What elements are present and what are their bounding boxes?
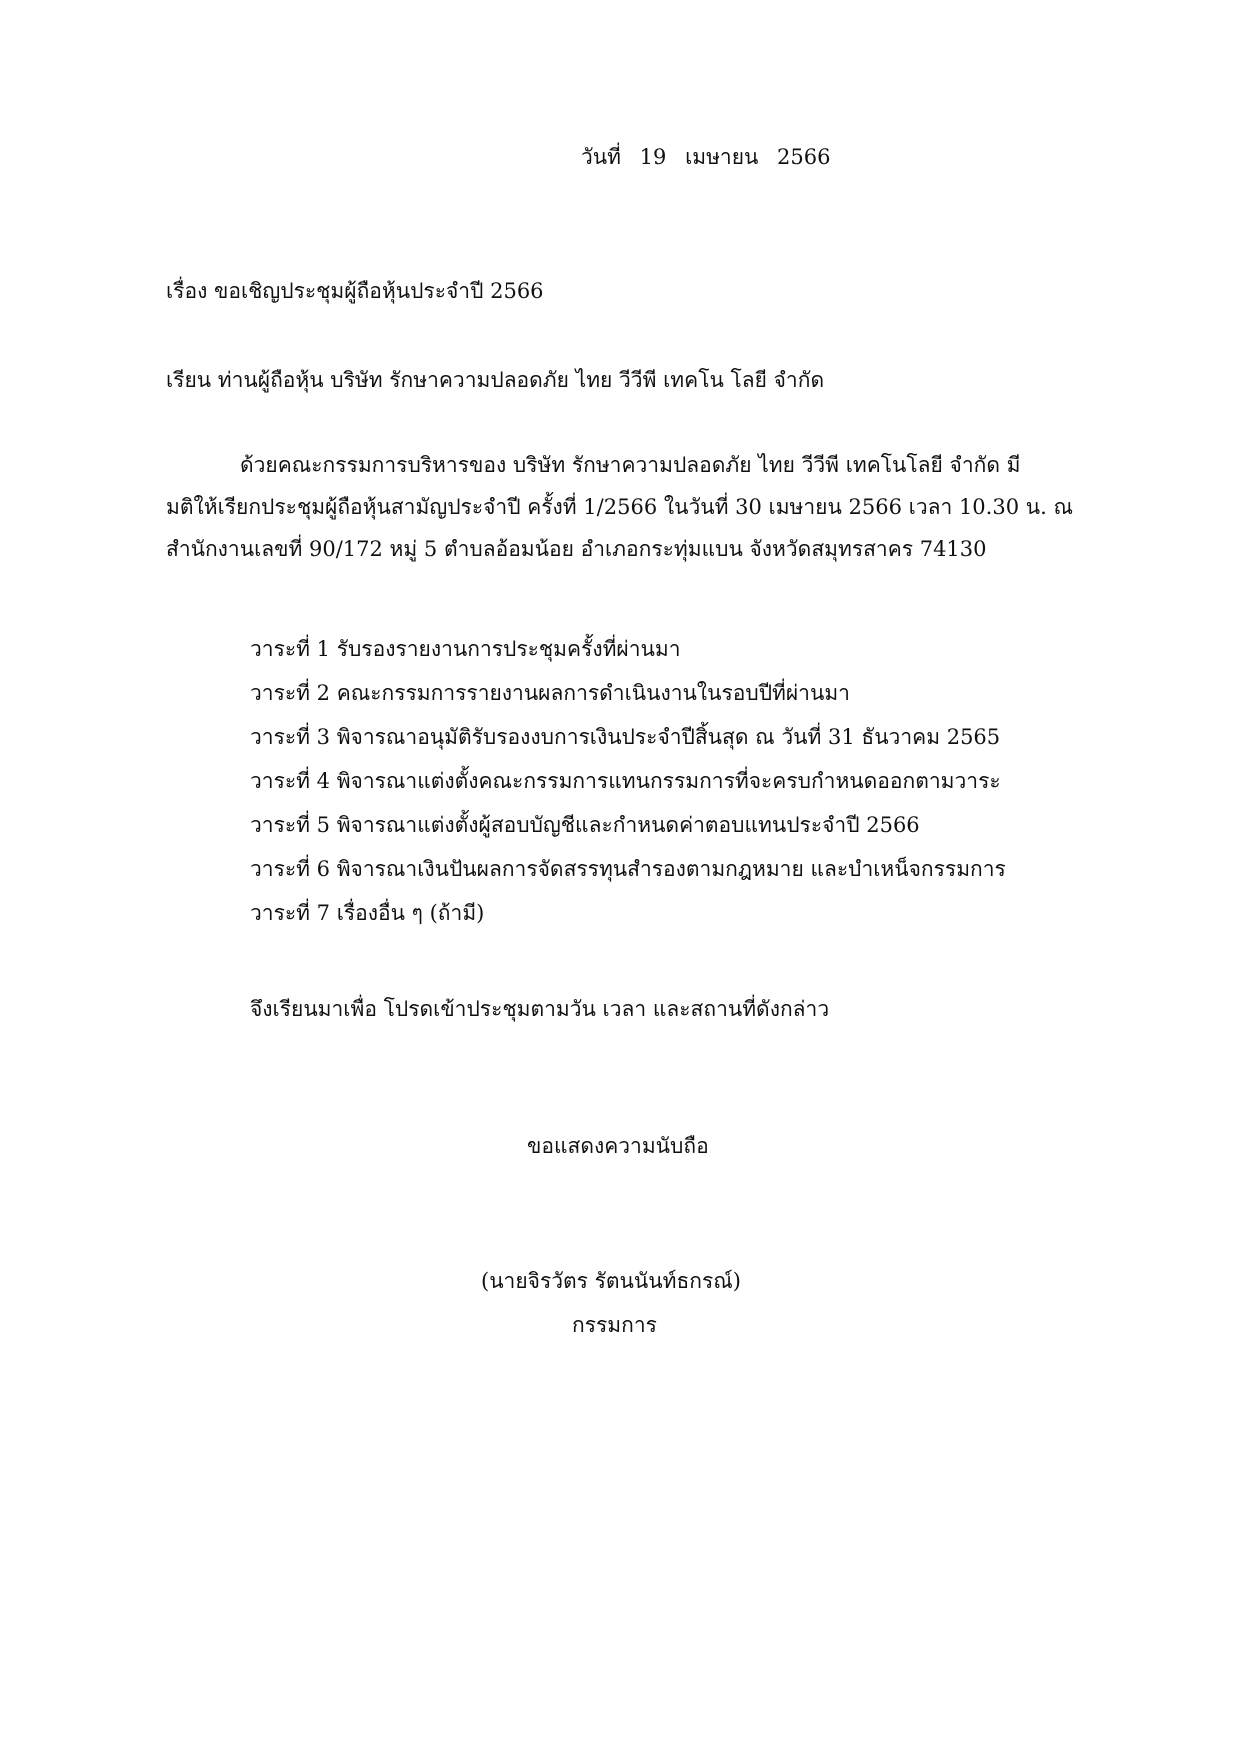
agenda-item: วาระที่ 5 พิจารณาแต่งตั้งผู้สอบบัญชีและกำหนดค่าตอบแทนประจำปี 2566	[250, 813, 920, 837]
letter-date: วันที่ 19 เมษายน 2566	[581, 145, 831, 169]
agenda-item: วาระที่ 2 คณะกรรมการรายงานผลการดำเนินงานในรอบปีที่ผ่านมา	[250, 681, 850, 705]
signer-name: (นายจิรวัตร รัตนนันท์ธกรณ์)	[481, 1269, 741, 1293]
agenda-item: วาระที่ 1 รับรองรายงานการประชุมครั้งที่ผ่านมา	[250, 637, 681, 661]
body-line: สำนักงานเลขที่ 90/172 หมู่ 5 ตำบลอ้อมน้อย อำเภอกระทุ่มแบน จังหวัดสมุทรสาคร 74130	[166, 537, 987, 561]
letter-subject: เรื่อง ขอเชิญประชุมผู้ถือหุ้นประจำปี 2566	[166, 279, 544, 303]
agenda-item: วาระที่ 3 พิจารณาอนุมัติรับรองงบการเงินประจำปีสิ้นสุด ณ วันที่ 31 ธันวาคม 2565	[250, 725, 1001, 749]
letter-closing: จึงเรียนมาเพื่อ โปรดเข้าประชุมตามวัน เวลา และสถานที่ดังกล่าว	[250, 997, 830, 1021]
agenda-item: วาระที่ 7 เรื่องอื่น ๆ (ถ้ามี)	[250, 901, 485, 925]
agenda-item: วาระที่ 4 พิจารณาแต่งตั้งคณะกรรมการแทนกรรมการที่จะครบกำหนดออกตามวาระ	[250, 769, 1001, 793]
signer-title: กรรมการ	[572, 1313, 657, 1337]
letter-salutation: เรียน ท่านผู้ถือหุ้น บริษัท รักษาความปลอดภัย ไทย วีวีพี เทคโน โลยี จำกัด	[166, 368, 825, 392]
body-line: มติให้เรียกประชุมผู้ถือหุ้นสามัญประจำปี ครั้งที่ 1/2566 ในวันที่ 30 เมษายน 2566 เวลา 10.30 น. ณ	[166, 495, 1073, 519]
letter-regards: ขอแสดงความนับถือ	[527, 1134, 709, 1158]
agenda-item: วาระที่ 6 พิจารณาเงินปันผลการจัดสรรทุนสำรองตามกฎหมาย และบำเหน็จกรรมการ	[250, 857, 1006, 881]
body-line: ด้วยคณะกรรมการบริหารของ บริษัท รักษาความปลอดภัย ไทย วีวีพี เทคโนโลยี จำกัด มี	[240, 453, 1021, 477]
